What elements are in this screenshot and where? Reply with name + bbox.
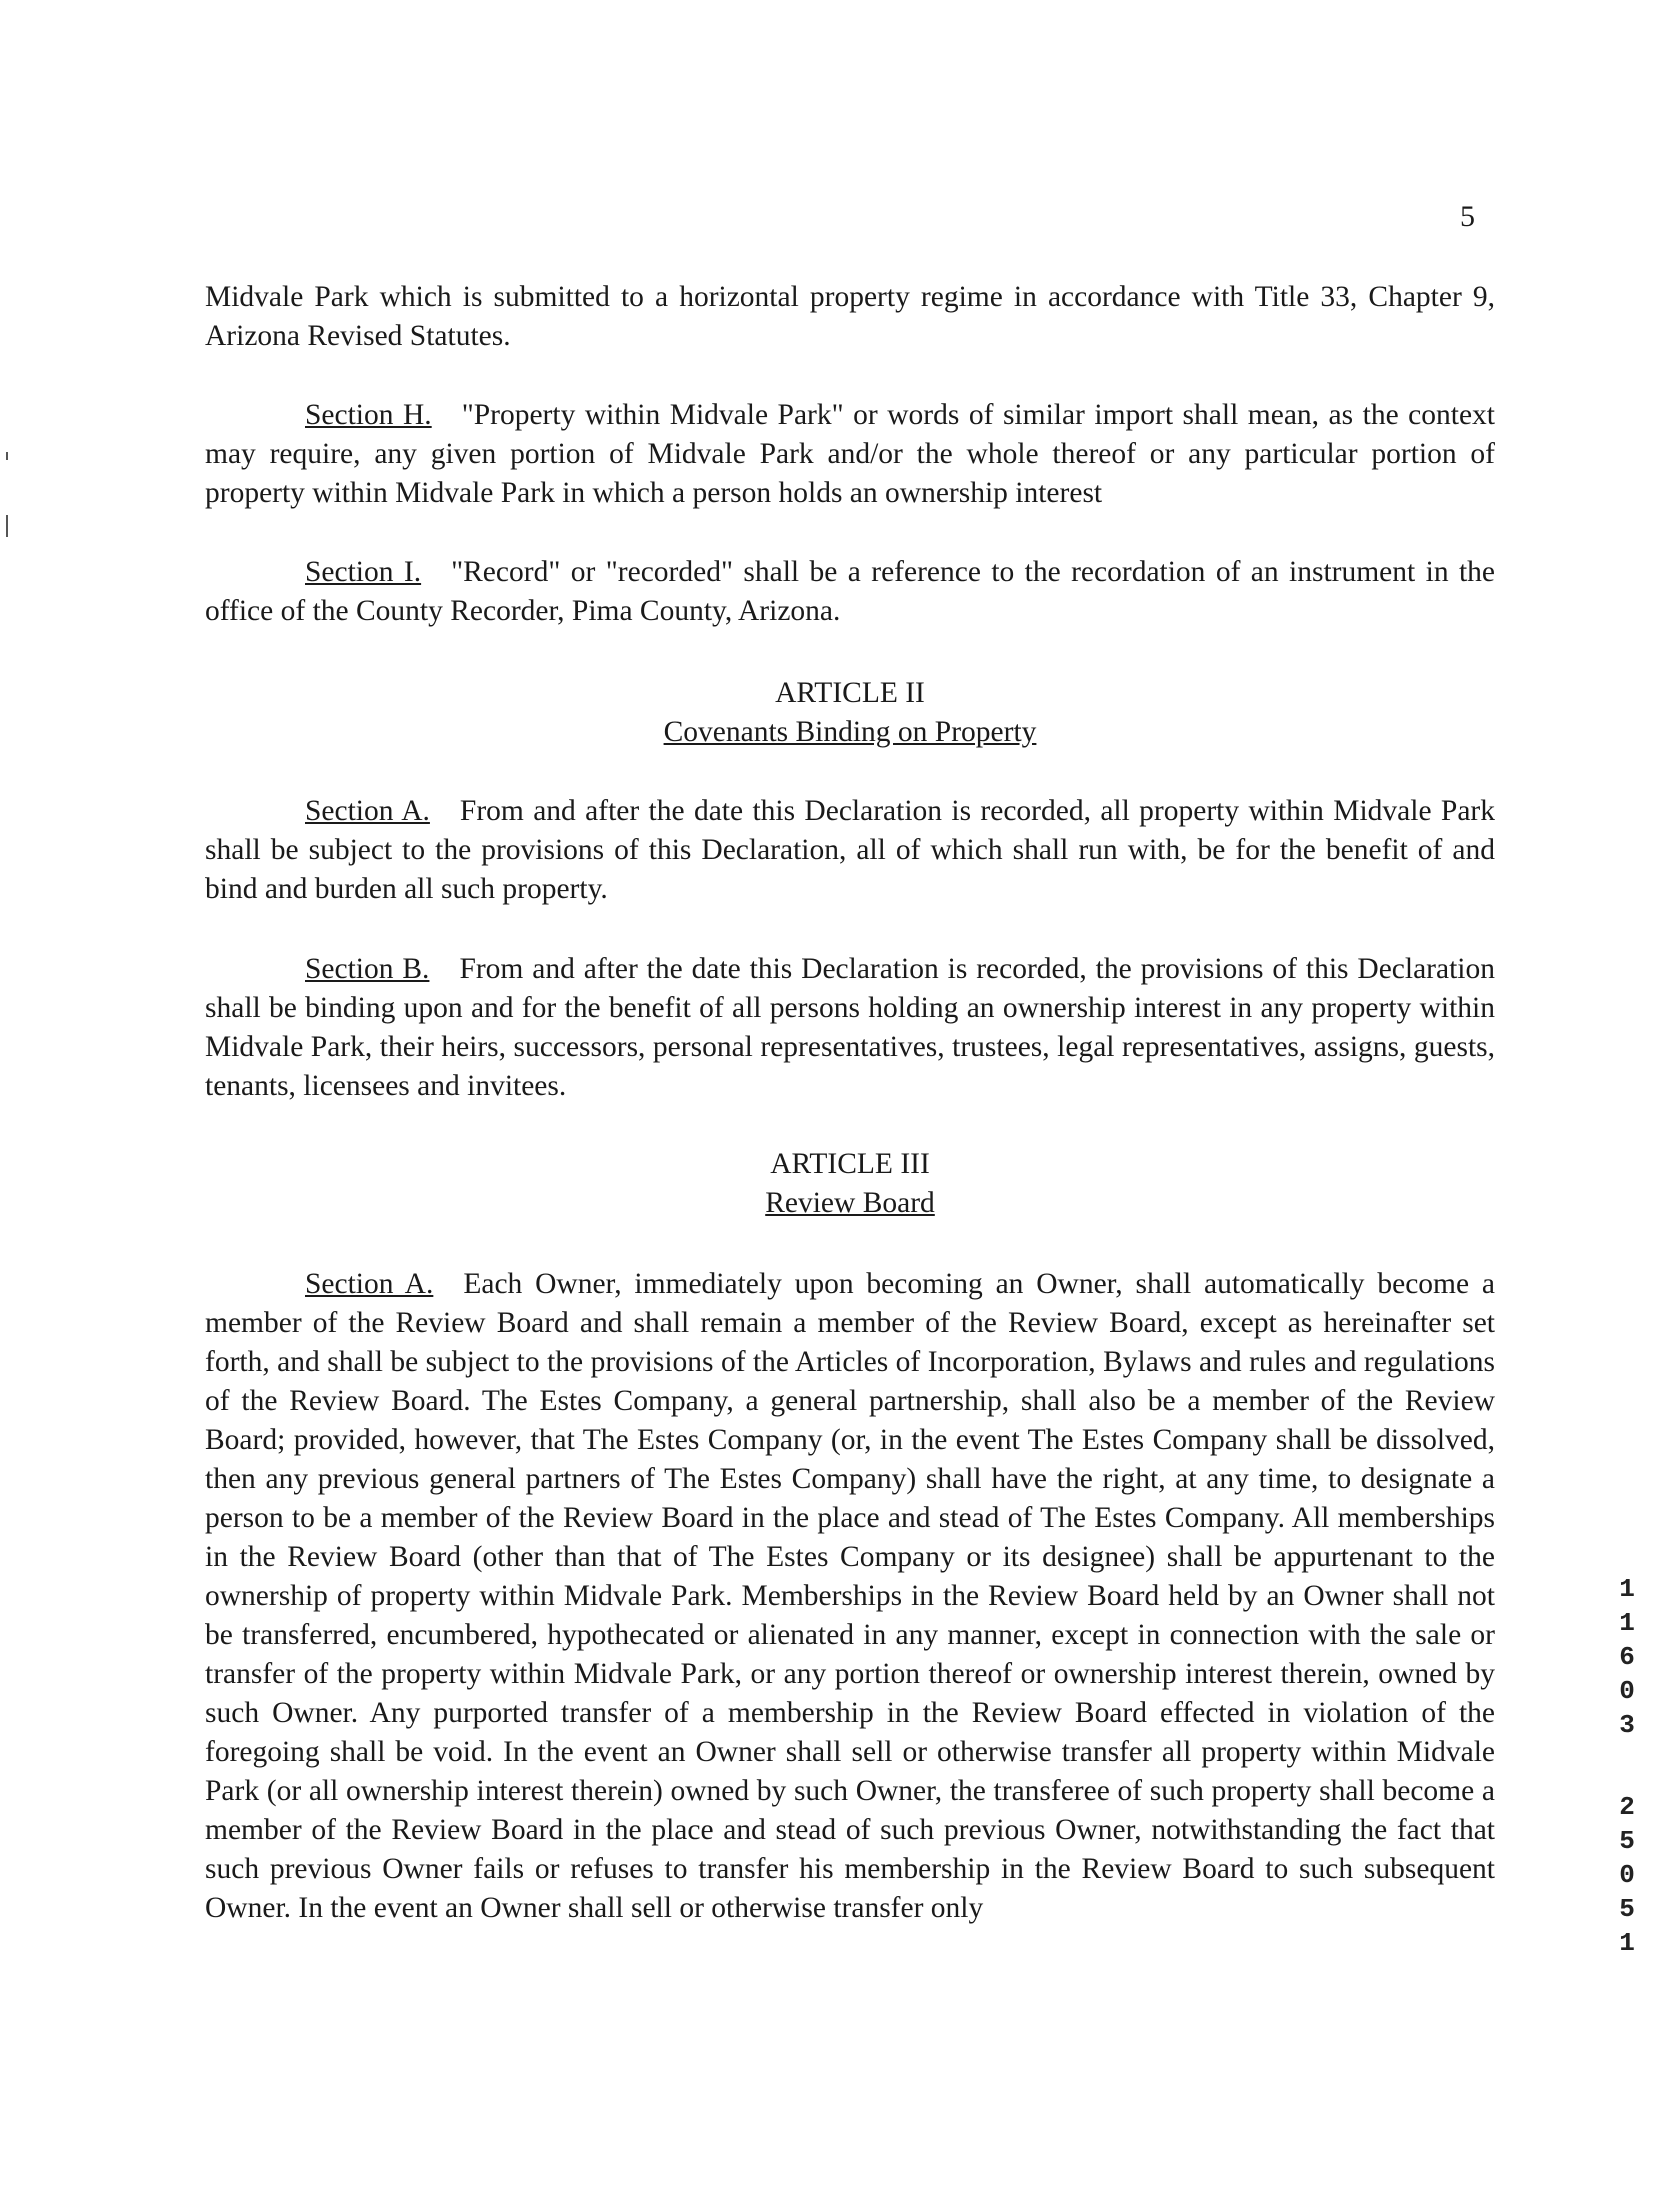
article-2-subtitle: Covenants Binding on Property bbox=[663, 716, 1037, 748]
article-3-section-a-label: Section A. bbox=[305, 1268, 434, 1300]
article-2-section-a-paragraph bbox=[205, 792, 1495, 909]
paragraph-text: Midvale Park which is submitted to a horizontal property regime in accordance with Title 33, Chapter 9, Arizona Revised Statutes. bbox=[205, 281, 1495, 352]
article-2-section-b-paragraph bbox=[205, 950, 1495, 1106]
article-3-title: ARTICLE III bbox=[770, 1148, 930, 1180]
page-number: 5 bbox=[1460, 200, 1475, 233]
recording-stamp-upper: 11603 bbox=[1619, 1574, 1635, 1740]
section-i-paragraph bbox=[205, 553, 1495, 631]
article-2-section-b-text: From and after the date this Declaration is recorded, the provisions of this Declaration shall be binding upon and for the benefit of all persons holding an ownership interest in any property within Midvale Park, their heirs, successors, personal representatives, trustees, legal representatives, assigns, guests, tenants, licensees and invitees. bbox=[205, 953, 1495, 1102]
recording-stamp-lower: 25051 bbox=[1619, 1792, 1635, 1958]
article-2-title: ARTICLE II bbox=[775, 677, 925, 709]
article-3-heading bbox=[205, 1145, 1495, 1223]
article-2-heading bbox=[205, 674, 1495, 752]
section-h-text: "Property within Midvale Park" or words of similar import shall mean, as the context may require, any given portion of Midvale Park and/or the whole thereof or any particular portion of property within Midvale Park in which a person holds an ownership interest bbox=[205, 399, 1496, 509]
article-2-section-a-label: Section A. bbox=[305, 795, 430, 827]
scan-margin-mark bbox=[6, 452, 8, 460]
article-2-section-b-label: Section B. bbox=[305, 953, 430, 985]
section-i-label: Section I. bbox=[305, 556, 422, 588]
article-3-section-a-paragraph bbox=[205, 1265, 1495, 1928]
section-i-text: "Record" or "recorded" shall be a reference to the recordation of an instrument in the office of the County Recorder, Pima County, Arizona. bbox=[205, 556, 1496, 627]
section-h-label: Section H. bbox=[305, 399, 432, 431]
paragraph-continuation bbox=[205, 278, 1495, 356]
section-h-paragraph bbox=[205, 396, 1495, 513]
scan-margin-mark bbox=[6, 515, 8, 537]
article-2-section-a-text: From and after the date this Declaration is recorded, all property within Midvale Park shall be subject to the provisions of this Declaration, all of which shall run with, be for the benefit of and bind and burden all such property. bbox=[205, 795, 1495, 905]
article-3-section-a-text: Each Owner, immediately upon becoming an Owner, shall automatically become a member of the Review Board and shall remain a member of the Review Board, except as hereinafter set forth, and shall be subject to the provisions of the Articles of Incorporation, Bylaws and rules and regulations of the Review Board. The Estes Company, a general partnership, shall also be a member of the Review Board; provided, however, that The Estes Company (or, in the event The Estes Company shall be dissolved, then any previous general partners of The Estes Company) shall have the right, at any time, to designate a person to be a member of the Review Board in the place and stead of The Estes Company. All memberships in the Review Board (other than that of The Estes Company or its designee) shall be appurtenant to the ownership of property within Midvale Park. Memberships in the Review Board held by an Owner shall not be transferred, encumbered, hypothecated or alienated in any manner, except in connection with the sale or transfer of the property within Midvale Park, or any portion thereof or ownership interest therein, owned by such Owner. Any purported transfer of a membership in the Review Board effected in violation of the foregoing shall be void. In the event an Owner shall sell or otherwise transfer all property within Midvale Park (or all ownership interest therein) owned by such Owner, the transferee of such property shall become a member of the Review Board in the place and stead of such previous Owner, notwithstanding the fact that such previous Owner fails or refuses to transfer his membership in the Review Board to such subsequent Owner. In the event an Owner shall sell or otherwise transfer only bbox=[205, 1268, 1495, 1924]
article-3-subtitle: Review Board bbox=[765, 1187, 935, 1219]
